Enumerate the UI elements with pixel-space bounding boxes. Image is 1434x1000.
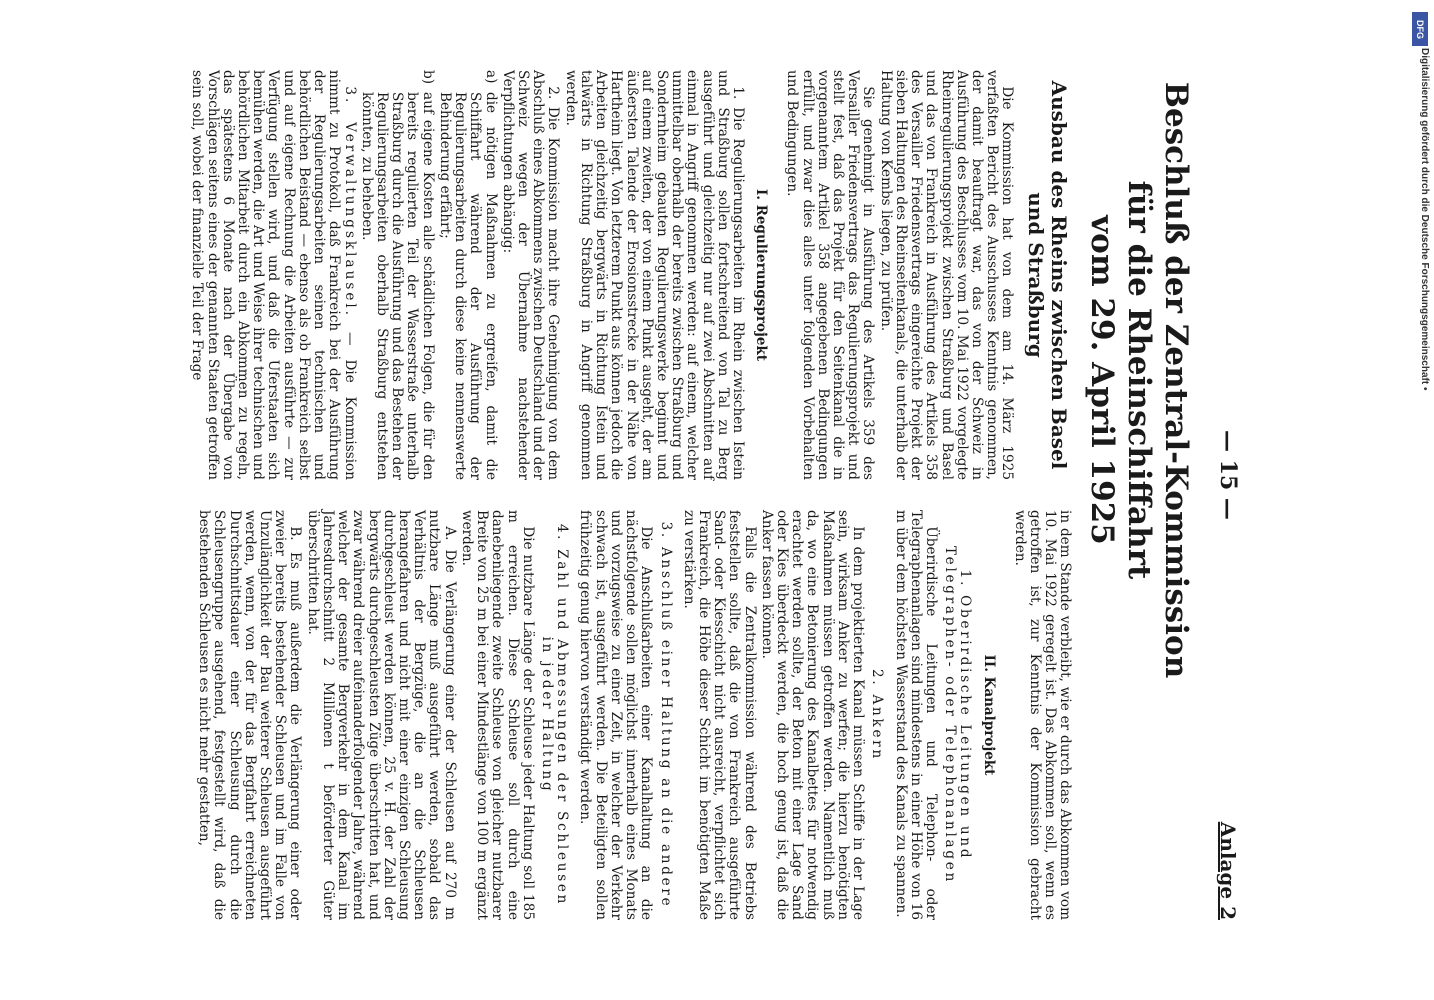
heading-connection: 3. Anschluß einer Haltung an die andere <box>657 521 674 909</box>
list-item-a <box>437 70 498 480</box>
title-line-2: vom 29. April 1925 <box>1083 215 1120 545</box>
heading-locks-line-2: in jeder Haltung <box>538 636 555 794</box>
heading-overhead-lines: 1. Oberirdische Leitungen und Telegraphen- oder Telephonanlagen <box>942 545 974 885</box>
paragraph-intro: Die Kommission hat von dem am 14. März 1925 verfaßten Bericht des Ausschusses Kenntnis genommen, der damit beauftragt war, das von der Schweiz in Ausführung des Beschlusses vom 10. Mai 1922 vorgelegte Rheinregulierungsprojekt zwischen Straßburg und Basel und das von Frankreich in Ausführung des Artikels 358 des Versailler Friedensvertrags eingereichte Projekt der sieben Haltungen des Rheinseitenkanals, die unterhalb der Haltung von Kembs liegen, zu prüfen. <box>877 70 1016 480</box>
left-column <box>187 70 1072 480</box>
item-2-approval-condition: 2. Die Kommission macht ihre Genehmigung von dem Abschluß eines Abkommens zwischen Deutschland und der Schweiz wegen der Übernahme nachstehender Verpflichtungen abhängig: <box>499 70 562 480</box>
heading-anchoring: 2. Ankern <box>869 669 886 761</box>
paragraph-anchoring-1: In dem projektierten Kanal müssen Schiffe in der Lage sein, wirksam Anker zu werfen; die hierzu benötigten Maßnahmen müssen getroffen werden. Namentlich muß da, wo eine Betonierung des Kanalbettes für notwendig erachtet werden sollte, der Beton mit einer Lage Sand oder Kies überdeckt werden, die hoch genug ist, daß die Anker fassen können. <box>758 510 867 920</box>
list-marker-b: b) <box>419 70 436 85</box>
heading-regulierungsprojekt: I. Regulierungsprojekt <box>753 188 770 362</box>
paragraph-locks-a: A. Die Verlängerung einer der Schleusen auf 270 m nutzbare Länge muß ausgeführt werden, sobald das Verhältnis der Bergzüge, die an die Schleusen herangefahren und nicht mit einer einzigen Schleusung durchgeschleust werden können, 25 v. H. der Zahl der bergwärts durchgeschleusten Züge überschritten hat, und zwar während dreier aufeinanderfolgender Jahre, während welcher der gesamte Bergverkehr in dem Kanal im Jahresdurchschnitt 2 Millionen t beförderter Güter überschritten hat. <box>304 510 458 920</box>
item-1-regulation: 1. Die Regulierungsarbeiten im Rhein zwischen Istein und Straßburg sollen fortschreitend von Tal zu Berg ausgeführt und gleichzeitig nur auf zwei Abschnitten auf einmal in Angriff genommen werden: auf einem, welcher unmittelbar oberhalb der bereits zwischen Straßburg und Sondernheim gebauten Regulierungswerke beginnt und auf einem zweiten, der von einem Punkt ausgeht, der am äußersten Talende der Erosionsstrecke in der Nähe von Hartheim liegt. Von letzterem Punkt aus können jedoch die Arbeiten gleichzeitig bergwärts in Richtung Istein und talwärts in Richtung Straßburg in Angriff genommen werden. <box>562 70 747 480</box>
paragraph-connection: Die Anschlußarbeiten einer Kanalhaltung an die nächstfolgende sollen möglichst innerhalb eines Monats und vorzugsweise zu einer Zeit, in welcher der Verkehr schwach ist, ausgeführt werden. Die Beteiligten sollen frühzeitig genug hiervon verständigt werden. <box>577 510 655 920</box>
list-item-b <box>359 70 435 480</box>
dfg-credit-text: Digitalisierung gefördert durch die Deutsche Forschungsgemeinschaft • <box>1419 48 1430 391</box>
list-marker-a: a) <box>482 70 499 84</box>
appendix-label: Anlage 2 <box>1216 821 1240 920</box>
item-3-lead: 3. Verwaltungsklausel. <box>341 86 358 319</box>
heading-locks-line-1: 4. Zahl und Abmessungen der Schleusen <box>554 523 571 907</box>
subtitle-line-2: und Straßburg <box>1024 192 1049 358</box>
page-number: — 15 — <box>1215 430 1241 520</box>
section-subtitle <box>1024 70 1070 480</box>
paragraph-locks-1: Die nutzbare Länge der Schleuse jeder Haltung soll 185 m erreichen. Diese Schleuse soll durch eine danebenliegende zweite Schleuse von gleicher nutzbarer Breite von 25 m bei einer Mindestlänge von 100 m ergänzt werden. <box>458 510 536 920</box>
heading-locks <box>539 510 569 920</box>
paragraph-continuation: in dem Stande verbleibt, wie er durch das Abkommen vom 10. Mai 1922 geregelt ist. Das Abkommen soll, wenn es getroffen ist, zur Kenntnis der Kommission gebracht werden. <box>1011 510 1074 920</box>
document-title <box>1082 70 1194 690</box>
right-column <box>187 510 1072 920</box>
item-3-administrative-clause <box>189 70 356 480</box>
title-line-1: Beschluß der Zentral-Kommission für die Rheinschiffahrt <box>1120 81 1194 679</box>
list-text-b: auf eigene Kosten alle schädlichen Folgen, die für den bereits regulierten Teil der Wasserstraße unterhalb Straßburg durch die Ausführung und das Bestehen der Regulierungsarbeiten oberhalb Straßburg entstehen könnten, zu beheben. <box>358 92 436 480</box>
paragraph-approval: Sie genehmigt in Ausführung des Artikels 359 des Versailler Friedensvertrags das Regulierungsprojekt und stellt fest, daß das Projekt für den Seitenkanal die in vorgenanntem Artikel 358 angegebenen Bedingungen erfüllt, und zwar dies alles unter folgenden Vorbehalten und Bedingungen. <box>784 70 877 480</box>
heading-kanalprojekt: II. Kanalprojekt <box>980 654 997 776</box>
page-header <box>1200 70 1240 920</box>
list-text-a: die nötigen Maßnahmen zu ergreifen, damit die Schiffahrt während der Ausführung der Regulierungsarbeiten durch diese keine nennenswerte Behinderung erfährt; <box>436 92 499 480</box>
paragraph-anchoring-2: Falls die Zentralkommission während des Betriebs feststellen sollte, daß die von Frankreich ausgeführte Sand- oder Kiesschicht nicht ausreicht, verpflichtet sich Frankreich, die Höhe dieser Schicht im benötigten Maße zu verstärken. <box>680 510 758 920</box>
dfg-logo-icon: DFG <box>1412 12 1428 46</box>
item-3-text: — Die Kommission nimmt zu Protokoll, daß Frankreich bei der Ausführung der Regulierungsarbeiten seinen technischen und behördlichen Beistand — ebenso als ob Frankreich selbst und auf eigene Rechnung die Arbeiten ausführte — zur Verfügung stellen wird, und daß die Uferstaaten sich bemühen werden, die Art und Weise ihrer technischen und behördlichen Mitarbeit durch ein Abkommen zu regeln, das spätestens 6 Monate nach der Übergabe von Vorschlägen seitens eines der genannten Staaten getroffen sein soll, wobei der finanzielle Teil der Frage <box>189 70 358 480</box>
paragraph-overhead-lines: Überirdische Leitungen und Telephon- oder Telegraphenanlagen sind mindestens in einer Höhe von 16 m über dem höchsten Wasserstand des Kanals zu spannen. <box>892 510 940 920</box>
paragraph-locks-b: B. Es muß außerdem die Verlängerung einer oder zweier bereits bestehender Schleusen und im Falle von Unzulänglichkeit der Bau weiterer Schleusen ausgeführt werden, wenn, von der für das Bergfahrt erreichneten Durchschnittsdauer einer Schleusung durch die Schleusengruppe ausgehend, festgestellt wird, daß die bestehenden Schleusen es nicht mehr gestatten, <box>196 510 304 920</box>
subtitle-line-1: Ausbau des Rheins zwischen Basel <box>1047 80 1072 470</box>
text-columns <box>187 70 1072 920</box>
dfg-sidebar <box>1408 8 1430 608</box>
